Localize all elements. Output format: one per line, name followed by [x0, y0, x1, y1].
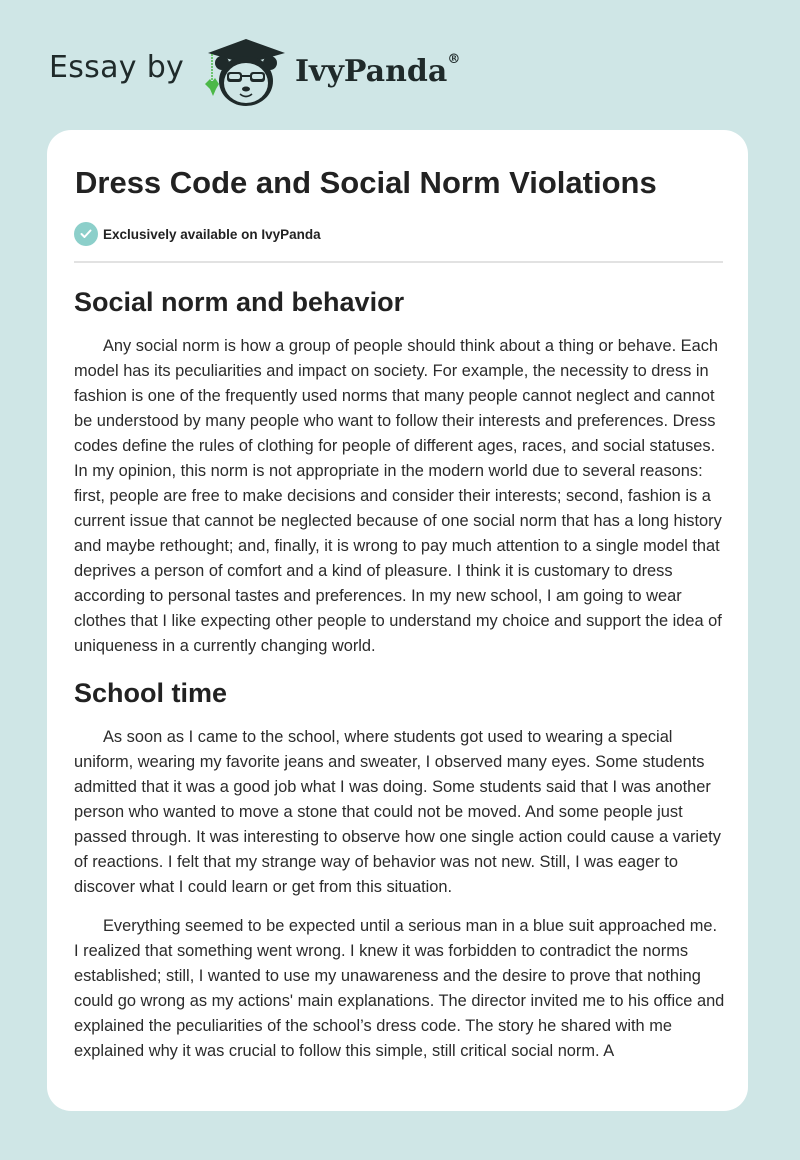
essay-body	[74, 282, 726, 1078]
title-divider	[74, 261, 723, 263]
section-school-time	[74, 673, 726, 1064]
registered-mark: ®	[447, 52, 461, 67]
paragraph: Any social norm is how a group of people should think about a thing or behave. Each model has its peculiarities and impact on society. For example, the necessity to dress in fashion is one of the frequently used norms that many people cannot neglect and cannot be understood by many people who want to follow their interests and preferences. Dress codes define the rules of clothing for people of different ages, races, and social statuses. In my opinion, this norm is not appropriate in the modern world due to several reasons: first, people are free to make decisions and consider their interests; second, fashion is a current issue that cannot be neglected because of one social norm that has a long history and maybe rethought; and, finally, it is wrong to pay much attention to a single model that deprives a person of comfort and a kind of pleasure. I think it is customary to dress according to personal tastes and preferences. In my new school, I am going to wear clothes that I like expecting other people to understand my choice and support the idea of uniqueness in a currently changing world.	[74, 337, 722, 655]
essay-by-label: Essay by	[49, 50, 185, 85]
paragraph: Everything seemed to be expected until a serious man in a blue suit approached me. I realized that something went wrong. I knew it was forbidden to contradict the norms established; still, I wanted to use my unawareness and the desire to prove that nothing could go wrong as my actions' main explanations. The director invited me to his office and explained the peculiarities of the school’s dress code. The story he shared with me explained why it was crucial to follow this simple, still critical social norm. A	[74, 917, 725, 1060]
essay-card	[47, 130, 748, 1111]
page-title: Dress Code and Social Norm Violations	[75, 165, 657, 200]
exclusive-badge-text: Exclusively available on IvyPanda	[103, 226, 321, 242]
brand-logo-text[interactable]	[295, 54, 460, 89]
site-header	[0, 0, 800, 130]
panda-graduate-icon[interactable]	[200, 34, 292, 110]
section-social-norm	[74, 282, 726, 659]
section-heading: Social norm and behavior	[74, 287, 405, 317]
brand-name: IvyPanda	[295, 54, 448, 89]
exclusive-badge	[74, 222, 321, 246]
section-heading: School time	[74, 678, 228, 708]
paragraph: As soon as I came to the school, where students got used to wearing a special uniform, wearing my favorite jeans and sweater, I observed many eyes. Some students admitted that it was a good job what I was doing. Some students said that I was another person who wanted to move a stone that could not be moved. And some people just passed through. It was interesting to observe how one single action could cause a variety of reactions. I felt that my strange way of behavior was not new. Still, I was eager to discover what I could learn or get from this situation.	[74, 728, 721, 896]
check-circle-icon	[74, 222, 98, 246]
